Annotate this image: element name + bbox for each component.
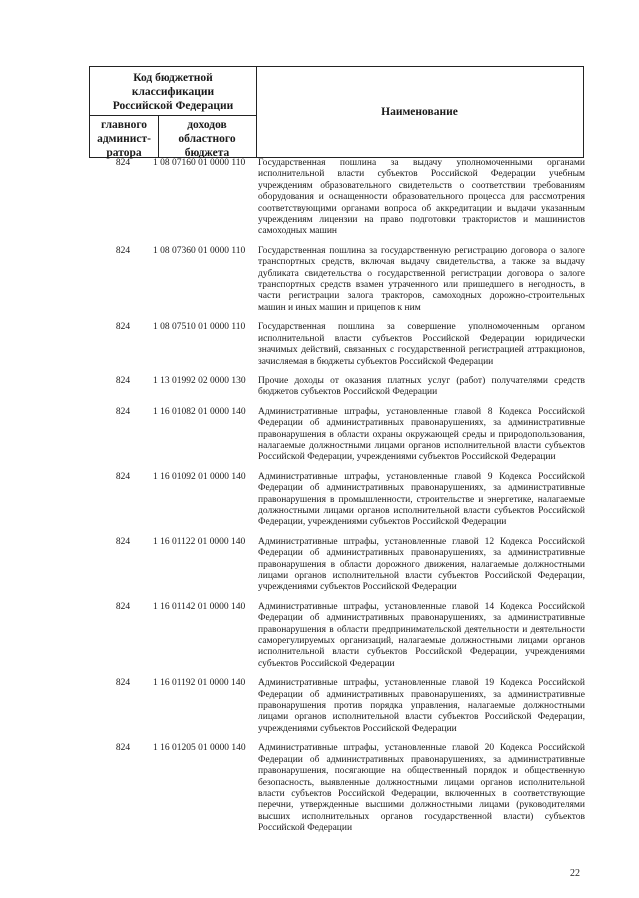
row-name: Прочие доходы от оказания платных услуг (работ) получателями средств бюджетов субъектов Российской Федерации [258, 375, 585, 398]
income-code: 1 16 01192 01 0000 140 [153, 678, 246, 689]
header-divider [90, 115, 256, 116]
admin-code: 824 [115, 158, 131, 168]
row-name: Административные штрафы, установленные главой 12 Кодекса Российской Федерации об административных правонарушениях, за административные правонарушения в области дорожного движения, налагаемые должностными лицами органов исполнительной власти субъектов Российской Федерации, учреждениями субъектов Российской Федерации [258, 536, 585, 593]
admin-code: 824 [115, 536, 131, 547]
table-row [89, 678, 589, 735]
admin-code: 824 [115, 601, 131, 612]
admin-code: 824 [115, 245, 131, 256]
header-income: доходов областного бюджета [178, 119, 236, 159]
table-row [89, 376, 589, 399]
header-admin: главного админист- ратора [97, 119, 151, 159]
admin-code: 824 [115, 406, 131, 417]
table-row [89, 158, 589, 238]
table-row [89, 537, 589, 594]
table-row [89, 407, 589, 464]
income-code: 1 16 01082 01 0000 140 [153, 406, 246, 417]
table-row [89, 602, 589, 670]
income-code: 1 08 07510 01 0000 110 [153, 322, 246, 333]
row-name: Административные штрафы, установленные главой 19 Кодекса Российской Федерации об административных правонарушениях, за административные правонарушения против порядка управления, налагаемые должностными лицами органов исполнительной власти субъектов Российской Федерации, учреждениями субъектов Российской Федерации [258, 678, 585, 734]
row-name: Государственная пошлина за совершение уполномоченным органом исполнительной власти субъектов Российской Федерации юридически значимых действий, связанных с государственной регистрацией аттракционов, зачисляемая в бюджеты субъектов Российской Федерации [258, 322, 585, 367]
row-name: Административные штрафы, установленные главой 8 Кодекса Российской Федерации об административных правонарушениях, за административные правонарушения в области охраны окружающей среды и природопользования, налагаемые должностными лицами органов исполнительной власти субъектов Российской Федерации, учреждениями субъектов Российской Федерации [258, 406, 585, 463]
income-code: 1 08 07360 01 0000 110 [153, 245, 246, 256]
row-name: Государственная пошлина за государственную регистрацию договора о залоге транспортных средств, включая выдачу свидетельства, а также за выдачу дубликата свидетельства о государственной регистрации договора о залоге транспортных средств взамен утраченного или пришедшего в негодность, в части регистрации залога тракторов, самоходных дорожно-строительных машин и иных машин и прицепов к ним [258, 245, 585, 313]
income-code: 1 16 01142 01 0000 140 [153, 601, 246, 612]
table-row [89, 743, 589, 834]
admin-code: 824 [115, 375, 131, 386]
table-header [89, 66, 584, 158]
table-body [89, 158, 589, 835]
admin-code: 824 [115, 678, 131, 689]
row-name: Государственная пошлина за выдачу уполномоченными органами исполнительной власти субъектов Российской Федерации учебным учреждениям образовательного свидетельств о соответствии требованиям оборудования и оснащенности образовательного процесса для рассмотрения соответствующими органами вопроса об аккредитации и выдачи указанным учреждениям лицензии на право подготовки трактористов и машинистов самоходных машин [258, 158, 585, 237]
header-name: Наименование [381, 106, 458, 118]
table-row [89, 322, 589, 368]
income-code: 1 08 07160 01 0000 110 [153, 158, 246, 168]
admin-code: 824 [115, 322, 131, 333]
table-row [89, 246, 589, 314]
row-name: Административные штрафы, установленные главой 9 Кодекса Российской Федерации об административных правонарушениях, за административные правонарушения в промышленности, строительстве и энергетике, налагаемые должностными лицами органов исполнительной власти субъектов Российской Федерации, учреждениями субъектов Российской Федерации [258, 471, 585, 528]
income-code: 1 13 01992 02 0000 130 [153, 375, 246, 386]
page-number: 22 [570, 868, 580, 879]
income-code: 1 16 01092 01 0000 140 [153, 471, 246, 482]
row-name: Административные штрафы, установленные главой 20 Кодекса Российской Федерации об административных правонарушениях, за административные правонарушения, посягающие на общественный порядок и общественную безопасность, выявленные должностными лицами органов исполнительной власти субъектов Российской Федерации, включенных в соответствующие перечни, утвержденные высшими должностными лицами (руководителями высших исполнительных органов государственной власти) субъектов Российской Федерации [258, 743, 585, 834]
income-code: 1 16 01205 01 0000 140 [153, 743, 246, 754]
admin-code: 824 [115, 471, 131, 482]
header-budget-code: Код бюджетной классификации Российской Федерации [112, 72, 234, 112]
income-code: 1 16 01122 01 0000 140 [153, 536, 246, 547]
table-row [89, 472, 589, 529]
admin-code: 824 [115, 743, 131, 754]
row-name: Административные штрафы, установленные главой 14 Кодекса Российской Федерации об административных правонарушениях, за административные правонарушения в области предпринимательской деятельности и деятельности саморегулируемых организаций, налагаемые должностными лицами органов исполнительной власти субъектов Российской Федерации, учреждениями субъектов Российской Федерации [258, 601, 585, 669]
